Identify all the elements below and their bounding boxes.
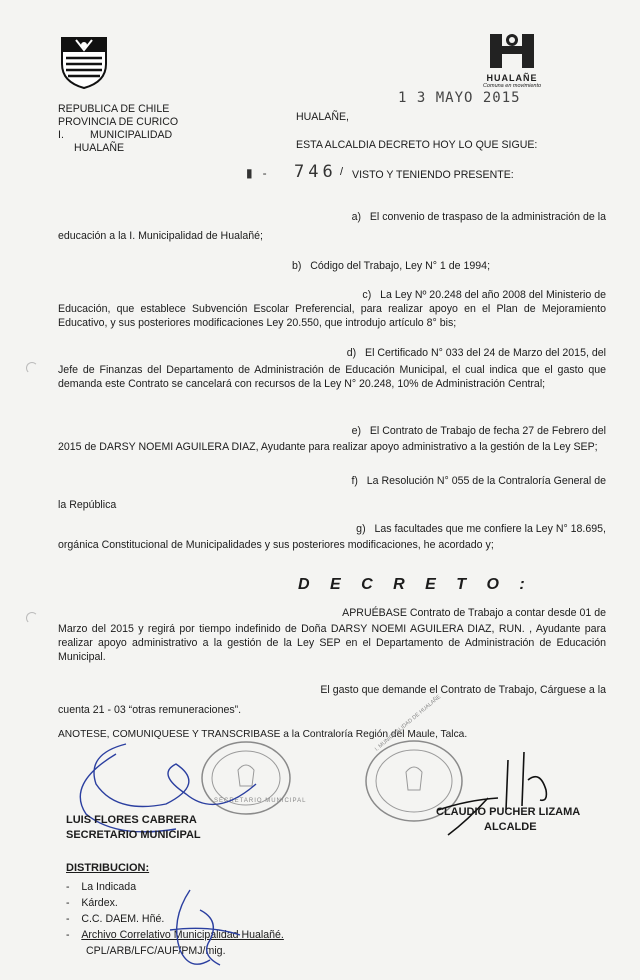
municipality-prefix: I. <box>58 129 64 141</box>
distribution-initials-signature <box>150 880 260 976</box>
letter-c: c) <box>362 289 372 301</box>
consideration-e-rest: 2015 de DARSY NOEMI AGUILERA DIAZ, Ayudante para realizar apoyo administrativo a la gestión de la Ley SEP; <box>58 441 598 453</box>
distribution-item: - C.C. DAEM. Hñé. <box>66 913 165 925</box>
expense-first: El gasto que demande el Contrato de Trabajo, Cárguese a la <box>320 684 606 696</box>
consideration-d-rest: Jefe de Finanzas del Departamento de Administración de Educación Municipal, el cual indica que el gasto que demanda este Contrato se cancelará con recursos de la Ley N° 20.248, 10% de Administración Central; <box>58 364 606 390</box>
consideration-e <box>58 424 606 454</box>
consideration-d <box>58 346 606 391</box>
consideration-c <box>58 288 606 330</box>
date-stamp: 1 3 MAYO 2015 <box>398 90 521 106</box>
consideration-c-first: La Ley Nº 20.248 del año 2008 del Ministerio de <box>380 289 606 301</box>
consideration-f-rest: la República <box>58 499 117 511</box>
consideration-g-rest: orgánica Constitucional de Municipalidades y sus posteriores modificaciones, he acordado y; <box>58 539 494 551</box>
consideration-a-first: El convenio de traspaso de la administración de la <box>369 211 606 223</box>
place-label: HUALAÑE, <box>296 111 349 123</box>
distribution-title: DISTRIBUCION: <box>66 862 150 874</box>
brand-name: HUALAÑE <box>486 73 538 83</box>
consideration-g <box>58 522 606 552</box>
consideration-d-first: El Certificado N° 033 del 24 de Marzo del 2015, del <box>365 347 606 359</box>
punch-hole-top <box>26 362 38 374</box>
secretary-seal-text: SECRETARIO MUNICIPAL <box>214 798 307 804</box>
letter-g: g) <box>356 523 366 535</box>
municipality-line: MUNICIPALIDAD <box>90 129 173 141</box>
decree-number: 746 <box>294 162 337 182</box>
closing-line: ANOTESE, COMUNIQUESE Y TRANSCRIBASE a la Contraloría Región del Maule, Talca. <box>58 729 468 740</box>
letter-b: b) <box>292 260 302 272</box>
secretary-title: SECRETARIO MUNICIPAL <box>66 829 201 841</box>
punch-hole-bottom <box>26 612 38 624</box>
consideration-b-text: Código del Trabajo, Ley N° 1 de 1994; <box>310 260 491 272</box>
letter-a: a) <box>351 211 361 223</box>
commune-line: HUALAÑE <box>74 142 125 154</box>
secretary-signature <box>56 724 266 844</box>
consideration-e-first: El Contrato de Trabajo de fecha 27 de Febrero del <box>369 425 606 437</box>
brand-tagline: Comuna en movimiento <box>482 83 542 89</box>
resolution-first: APRUÉBASE Contrato de Trabajo a contar desde 01 de <box>342 607 606 619</box>
expense-paragraph <box>58 683 606 717</box>
resolution-rest: Marzo del 2015 y regirá por tiempo indefinido de Doña DARSY NOEMI AGUILERA DIAZ, RUN. , Ayudante para realizar apoyo administrativo a la gestión de la Ley SEP en el Departamento de Administración de Educación Municipal. <box>58 623 606 663</box>
consideration-b <box>292 259 490 273</box>
visto-label: VISTO Y TENIENDO PRESENTE: <box>352 169 514 181</box>
republic-line: REPUBLICA DE CHILE <box>58 103 170 115</box>
decree-intro: ESTA ALCALDIA DECRETO HOY LO QUE SIGUE: <box>296 139 538 151</box>
resolution-paragraph <box>58 606 606 664</box>
consideration-c-rest: Educación, que establece Subvención Escolar Preferencial, para realizar apoyo en el Plan de Mejoramiento Educativo, y sus posteriores modificaciones Ley 20.550, que introdujo artículo 8° bis; <box>58 303 606 329</box>
letter-e: e) <box>351 425 361 437</box>
consideration-f <box>58 474 606 512</box>
decreto-title: D E C R E T O : <box>298 576 533 593</box>
secretary-name: LUIS FLORES CABRERA <box>66 814 197 826</box>
municipal-coat-of-arms <box>58 34 110 90</box>
hualane-brand-logo <box>478 32 546 92</box>
distribution-item: - Archivo Correlativo Municipalidad Hualañé. <box>66 929 284 941</box>
mayor-name: CLAUDIO PUCHER LIZAMA <box>436 806 581 818</box>
letter-d: d) <box>346 347 357 359</box>
decree-number-marks: ▮ - <box>246 166 267 180</box>
mayor-seal-text: I. MUNICIPALIDAD DE HUALAÑE <box>374 694 443 753</box>
consideration-a-rest: educación a la I. Municipalidad de Hualañé; <box>58 230 263 242</box>
consideration-g-first: Las facultades que me confiere la Ley N° 18.695, <box>374 523 606 535</box>
expense-rest: cuenta 21 - 03 “otras remuneraciones”. <box>58 704 242 716</box>
decree-number-separator: / <box>340 166 344 178</box>
mayor-title: ALCALDE <box>484 821 537 833</box>
province-line: PROVINCIA DE CURICO <box>58 116 179 128</box>
distribution-item: - La Indicada <box>66 881 137 893</box>
consideration-f-first: La Resolución N° 055 de la Contraloría General de <box>366 475 606 487</box>
consideration-a <box>58 210 606 243</box>
distribution-item: - Kárdex. <box>66 897 118 909</box>
letter-f: f) <box>351 475 358 487</box>
distribution-initials: CPL/ARB/LFC/AUF/PMJ/mig. <box>86 945 226 957</box>
